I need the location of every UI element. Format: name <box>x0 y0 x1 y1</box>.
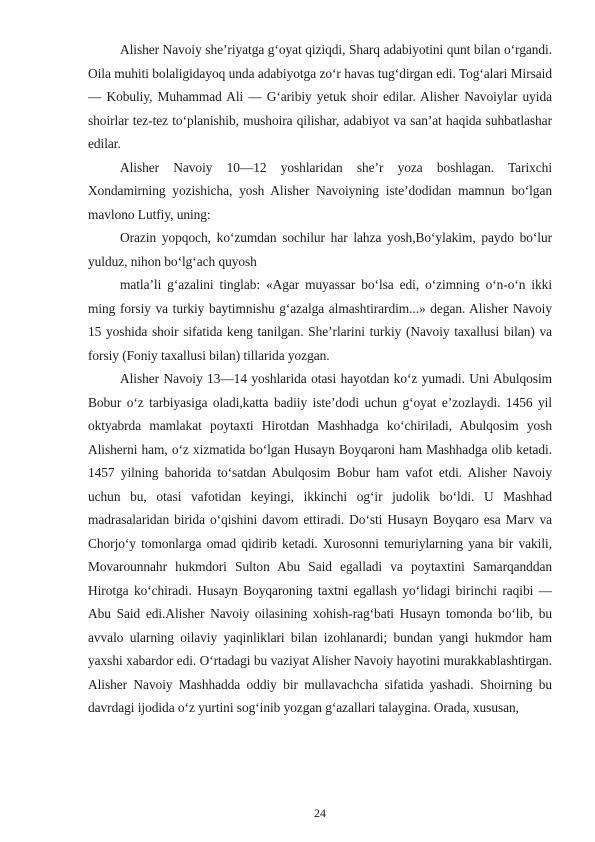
paragraph-3: Orazin yopqoch, ko‘zumdan sochilur har lahza yosh,Bo‘ylakim, paydo bo‘lur yulduz, nihon bo‘lg‘ach quyosh <box>88 230 552 269</box>
paragraph-1: Alisher Navoiy she’riyatga g‘oyat qiziqdi, Sharq adabiyotini qunt bilan o‘rgandi. Oila muhiti bolaligidayoq unda adabiyotga zo‘r havas tug‘dirgan edi. Tog‘alari Mirsaid — Kobuliy, Muhammad Ali — G‘aribiy yetuk shoir edilar. Alisher Navoiylar uyida shoirlar tez-tez to‘planishib, mushoira qilishar, adabiyot va san’at haqida suhbatlashar edilar. <box>88 42 552 151</box>
page-number: 24 <box>314 806 326 820</box>
paragraph-5: Alisher Navoiy 13—14 yoshlarida otasi hayotdan ko‘z yumadi. Uni Abulqosim Bobur o‘z tarbiyasiga oladi,katta badiiy iste’dodi uchun g‘oyat e’zozlaydi. 1456 yil oktyabrda mamlakat poytaxti Hirotdan Mashhadga ko‘chiriladi, Abulqosim yosh Alisherni ham, o‘z xizmatida bo‘lgan Husayn Boyqaroni ham Mashhadga olib ketadi. 1457 yilning bahorida to‘satdan Abulqosim Bobur ham vafot etdi. Alisher Navoiy uchun bu, otasi vafotidan keyingi, ikkinchi og‘ir judolik bo‘ldi. U Mashhad madrasalaridan birida o‘qishini davom ettiradi. Do‘sti Husayn Boyqaro esa Marv va Chorjo‘y tomonlarga omad qidirib ketadi. Xurosonni temuriylarning yana bir vakili, Movarounnahr hukmdori Sulton Abu Said egalladi va poytaxtini Samarqanddan Hirotga ko‘chiradi. Husayn Boyqaroning taxtni egallash yo‘lidagi birinchi raqibi — Abu Said edi.Alisher Navoiy oilasining xohish-rag‘bati Husayn tomonda bo‘lib, bu avvalo ularning oilaviy yaqinliklari bilan izohlanardi; bundan yangi hukmdor ham yaxshi xabardor edi. O‘rtadagi bu vaziyat Alisher Navoiy hayotini murakkablashtirgan. Alisher Navoiy Mashhadda oddiy bir mullavachcha sifatida yashadi. Shoirning bu davrdagi ijodida o‘z yurtini sog‘inib yozgan g‘azallari talaygina. Orada, xususan, <box>88 371 552 715</box>
paragraph-4: matla’li g‘azalini tinglab: «Agar muyassar bo‘lsa edi, o‘zimning o‘n-o‘n ikki ming forsiy va turkiy baytimnishu g‘azalga almashtirardim...» degan. Alisher Navoiy 15 yoshida shoir sifatida keng tanilgan. She’rlarini turkiy (Navoiy taxallusi bilan) va forsiy (Foniy taxallusi bilan) tillarida yozgan. <box>88 277 552 363</box>
paragraph-2: Alisher Navoiy 10—12 yoshlaridan she’r yoza boshlagan. Tarixchi Xondamirning yozishicha, yosh Alisher Navoiyning iste’dodidan mamnun bo‘lgan mavlono Lutfiy, uning: <box>88 159 552 222</box>
document-page <box>88 38 552 720</box>
